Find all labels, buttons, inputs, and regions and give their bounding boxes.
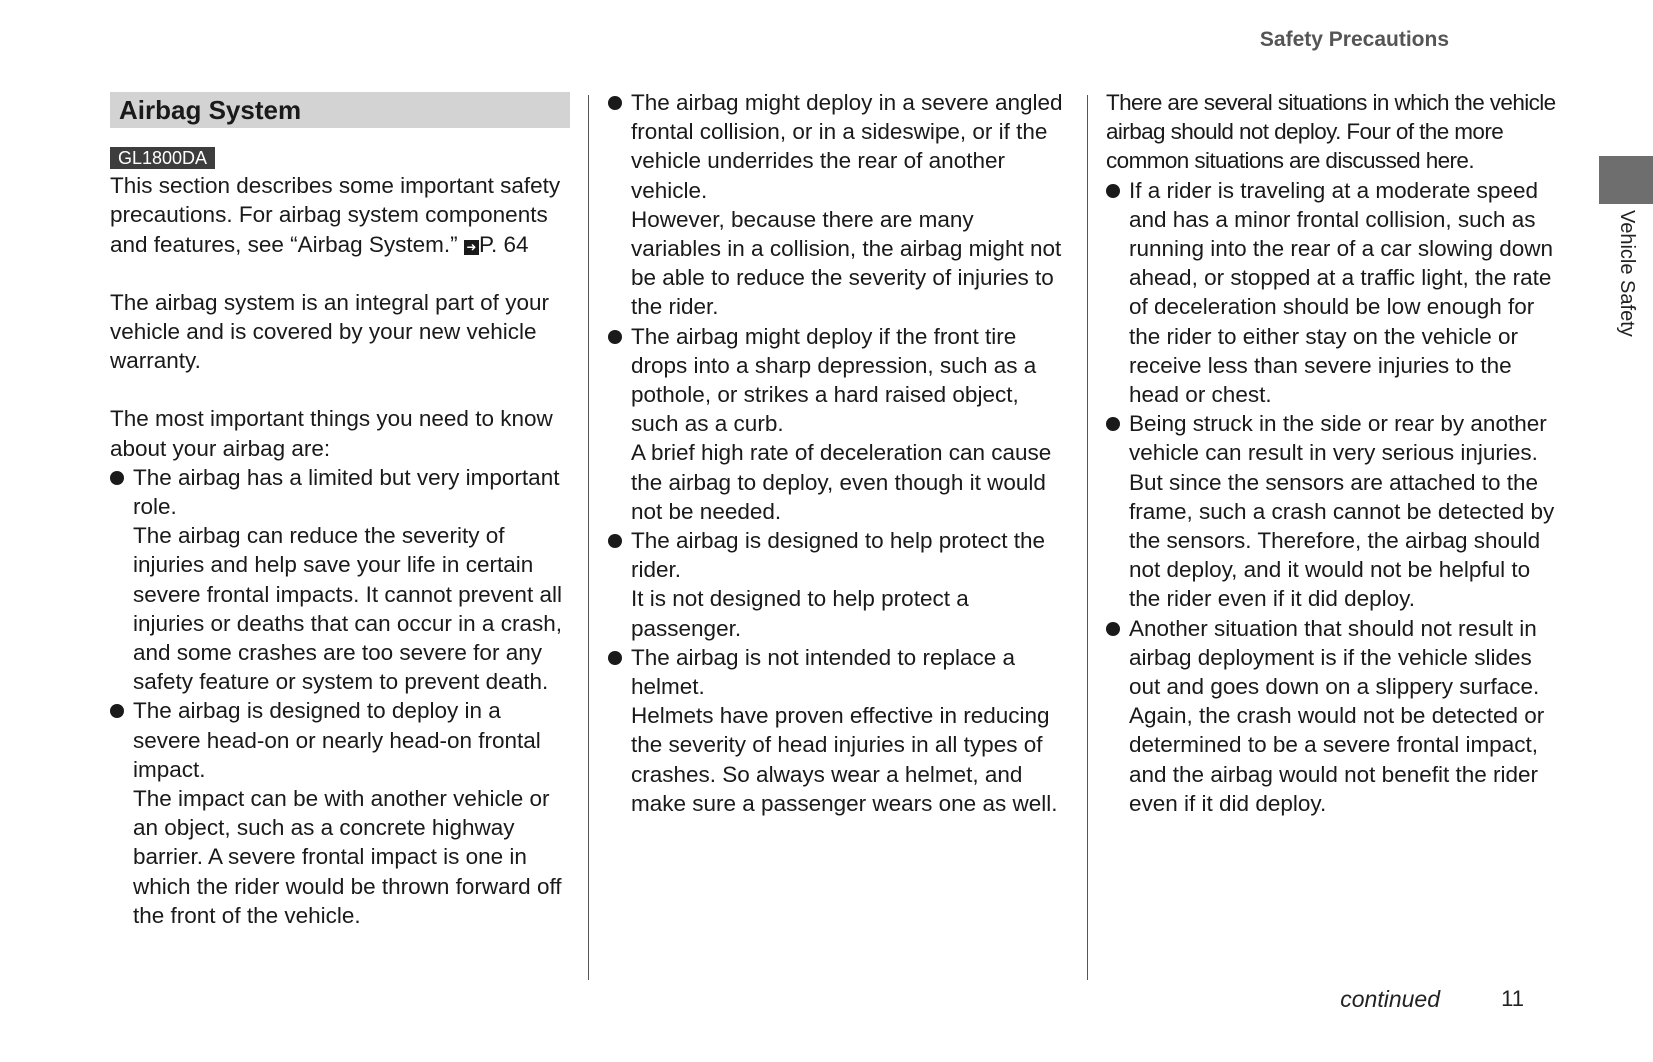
page-number: 11 [1501,986,1524,1011]
bullet-text: If a rider is traveling at a moderate speed and has a minor frontal collision, such as running into the rear of a car slowing down ahead, or stopped at a traffic light, the rate of deceleration should be low enough for the rider to either stay on the vehicle or receive less than severe injuries to the head or chest. [1129,177,1553,408]
bullet-main: The airbag might deploy in a severe angled frontal collision, or in a sideswipe, or if the vehicle underrides the rear of another vehicle. [631,90,1063,203]
list-item [608,643,1068,818]
column-3 [1106,88,1566,818]
bullet-icon [1106,622,1120,636]
bullet-detail: Helmets have proven effective in reducing the severity of head injuries in all types of crashes. So always wear a helmet, and make sure a passenger wears one as well. [631,703,1058,816]
bullet-icon [110,471,124,485]
bullet-main: The airbag might deploy if the front tire drops into a sharp depression, such as a pothole, or strikes a hard raised object, such as a curb. [631,323,1037,437]
chapter-tab-text: Vehicle Safety [1616,210,1638,337]
bullet-main: The airbag has a limited but very important role. [133,464,560,520]
list-item [1106,614,1566,818]
intro-text: This section describes some important safety precautions. For airbag system components and features, see “Airbag System.” [110,173,561,257]
section-title: Airbag System [110,92,570,128]
chapter-tab-label [1599,210,1653,360]
bullet-detail: The impact can be with another vehicle or an object, such as a concrete highway barrier. A severe frontal impact is one in which the rider would be thrown forward off the front of the vehicle. [133,786,562,928]
bullet-icon [1106,184,1120,198]
bullet-main: The airbag is designed to deploy in a severe head-on or nearly head-on frontal impact. [133,698,541,782]
bullet-icon [608,534,622,548]
situations-intro: There are several situations in which the vehicle airbag should not deploy. Four of the more common situations are discussed here. [1106,90,1556,174]
continued-label: continued [1340,986,1440,1012]
warranty-paragraph: The airbag system is an integral part of your vehicle and is covered by your new vehicle warranty. [110,289,549,374]
list-item [110,696,570,930]
arrow-reference-icon: ➜ [464,240,479,255]
bullet-main: The airbag is not intended to replace a helmet. [631,644,1016,700]
page-header-title: Safety Precautions [1259,28,1449,51]
list-item [1106,409,1566,613]
bullet-detail: The airbag can reduce the severity of injuries and help save your life in certain severe frontal impacts. It cannot prevent all injuries or deaths that can occur in a crash, and some crashes are too severe for any safety feature or system to prevent death. [133,523,562,695]
bullet-icon [608,330,622,344]
list-item [608,88,1068,322]
bullet-icon [608,96,622,110]
column-1 [110,92,570,930]
column-divider [588,95,589,980]
important-things-paragraph: The most important things you need to know about your airbag are: [110,406,553,461]
bullet-icon [110,704,124,718]
model-badge: GL1800DA [110,147,215,169]
list-item [110,463,570,697]
intro-paragraph [110,171,570,259]
bullet-icon [608,651,622,665]
bullet-text: Another situation that should not result in airbag deployment is if the vehicle slides out and goes down on a slippery surface. Again, the crash would not be detected or determined to be a severe frontal impact, and the airbag would not benefit the rider even if it did deploy. [1129,615,1545,816]
bullet-detail: A brief high rate of deceleration can cause the airbag to deploy, even though it would not be needed. [631,440,1052,524]
bullet-icon [1106,417,1120,431]
list-item [608,526,1068,643]
column-divider [1087,95,1088,980]
chapter-tab-marker [1599,156,1653,204]
column-2 [608,88,1068,818]
page-reference-link[interactable]: P. 64 [478,231,529,257]
bullet-text: Being struck in the side or rear by another vehicle can result in very serious injuries. But since the sensors are attached to the frame, such a crash cannot be detected by the sensors. Therefore, the airbag should not deploy, and it would not be helpful to the rider even if it did deploy. [1129,411,1555,612]
list-item [608,322,1068,526]
bullet-detail: It is not designed to help protect a passenger. [631,586,969,641]
bullet-detail: However, because there are many variables in a collision, the airbag might not be able to reduce the severity of injuries to the rider. [631,206,1062,320]
list-item [1106,176,1566,410]
bullet-main: The airbag is designed to help protect the rider. [631,528,1046,583]
